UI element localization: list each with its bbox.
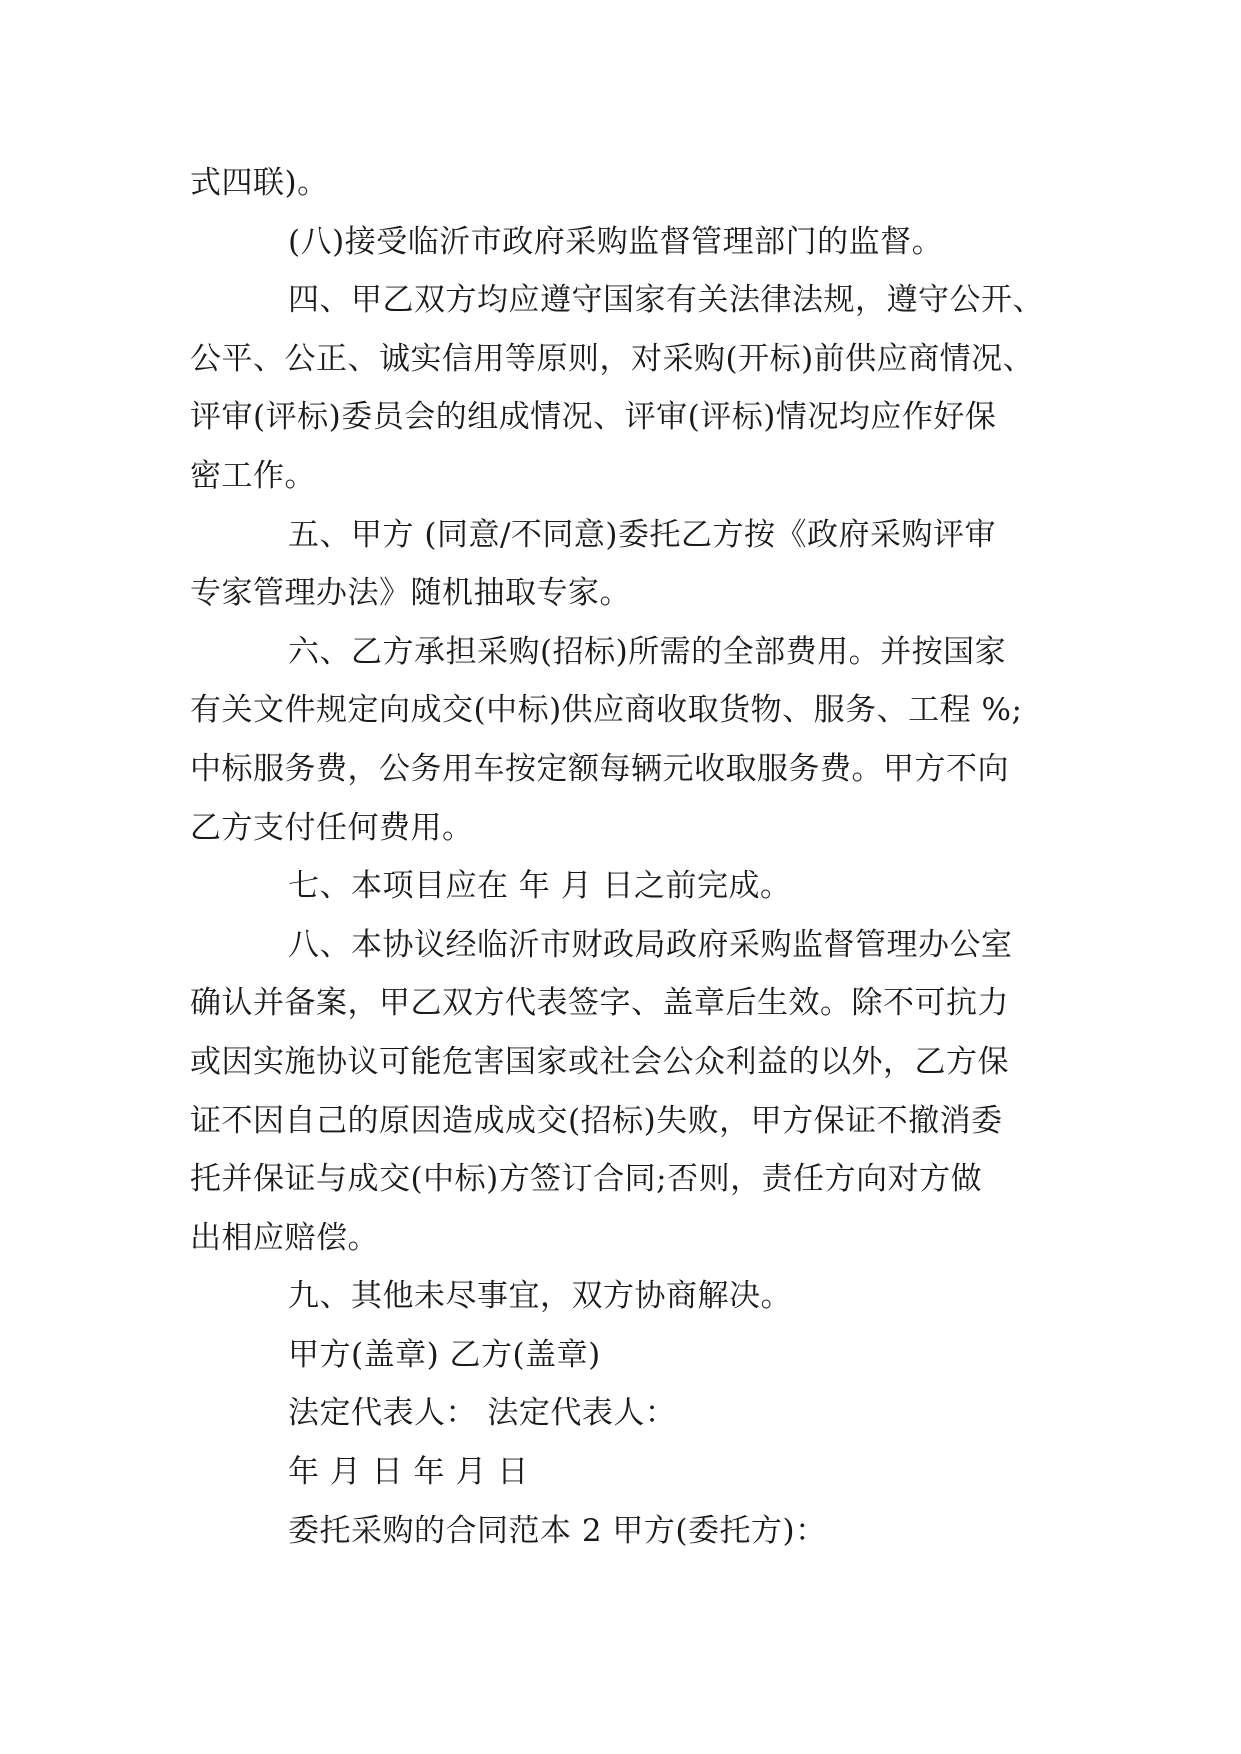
text-line: 中标服务费，公务用车按定额每辆元收取服务费。甲方不向 <box>190 750 1009 787</box>
text-line: 五、甲方 (同意/不同意)委托乙方按《政府采购评审 <box>288 516 996 553</box>
text-line: 六、乙方承担采购(招标)所需的全部费用。并按国家 <box>288 633 1007 670</box>
signature-line-seal: 甲方(盖章) 乙方(盖章) <box>288 1336 601 1373</box>
text-line: 密工作。 <box>190 457 316 494</box>
text-line: 确认并备案，甲乙双方代表签字、盖章后生效。除不可抗力 <box>190 985 1009 1022</box>
text-line: 评审(评标)委员会的组成情况、评审(评标)情况均应作好保 <box>190 399 997 436</box>
signature-line-representative: 法定代表人： 法定代表人： <box>288 1395 677 1432</box>
signature-line-date: 年 月 日 年 月 日 <box>288 1454 529 1491</box>
text-line: 四、甲乙双方均应遵守国家有关法律法规，遵守公开、 <box>288 282 1044 319</box>
next-contract-heading: 委托采购的合同范本 2 甲方(委托方)： <box>288 1512 827 1549</box>
text-line: 乙方支付任何费用。 <box>190 809 474 846</box>
text-line: 或因实施协议可能危害国家或社会公众利益的以外，乙方保 <box>190 1043 1009 1080</box>
document-body <box>190 154 1070 1560</box>
text-line: 式四联)。 <box>190 165 329 201</box>
text-line: 九、其他未尽事宜，双方协商解决。 <box>288 1278 792 1315</box>
text-line: 七、本项目应在 年 月 日之前完成。 <box>288 868 792 905</box>
text-line: 公平、公正、诚实信用等原则，对采购(开标)前供应商情况、 <box>190 340 1035 377</box>
text-line: 专家管理办法》随机抽取专家。 <box>190 575 631 612</box>
text-line: 出相应赔偿。 <box>190 1219 379 1256</box>
text-line: 八、本协议经临沂市财政局政府采购监督管理办公室 <box>288 926 1013 963</box>
text-line: (八)接受临沂市政府采购监督管理部门的监督。 <box>288 223 944 260</box>
text-line: 托并保证与成交(中标)方签订合同;否则，责任方向对方做 <box>190 1161 983 1198</box>
text-line: 证不因自己的原因造成成交(招标)失败，甲方保证不撤消委 <box>190 1102 1003 1139</box>
text-line: 有关文件规定向成交(中标)供应商收取货物、服务、工程 %; <box>190 692 1023 729</box>
